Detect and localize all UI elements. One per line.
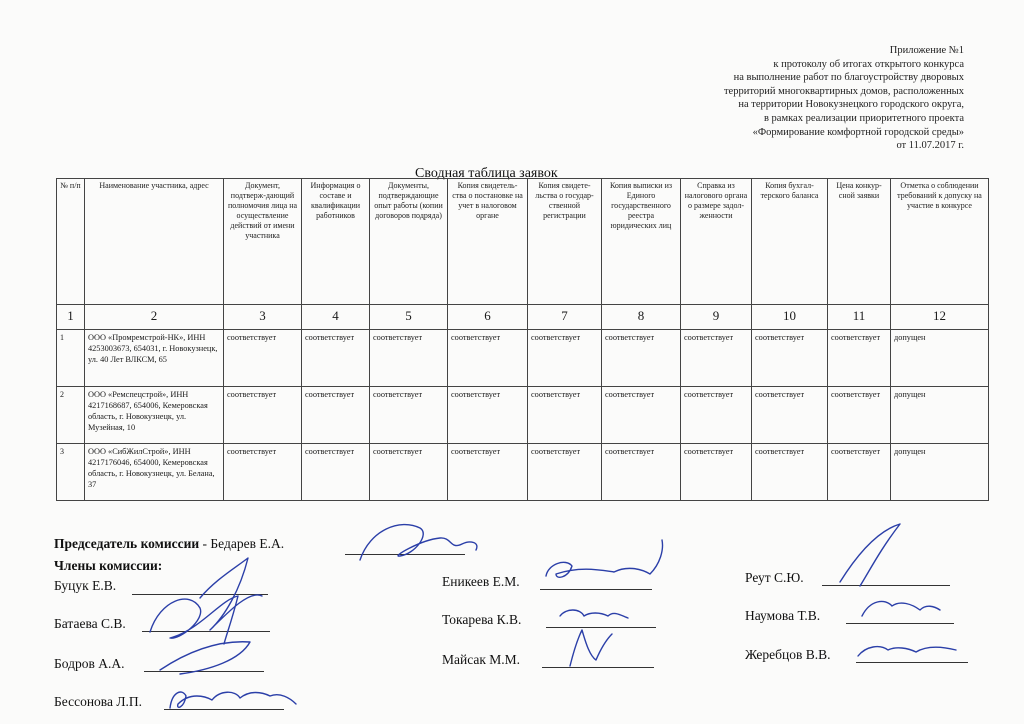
admission-cell: допущен <box>891 444 989 501</box>
column-number: 4 <box>302 305 370 330</box>
col-header: Отметка о соблюдении требований к допуску на участие в конкурсе <box>891 179 989 305</box>
signature-bodrov <box>160 642 250 674</box>
row-number: 1 <box>57 330 85 387</box>
appendix-line: Приложение №1 <box>889 45 964 56</box>
table-cell: соответствует <box>828 330 891 387</box>
col-header: Копия свидетель-ства о постановке на учет в налоговом органе <box>448 179 528 305</box>
table-cell: соответствует <box>602 444 681 501</box>
member-name: Жеребцов В.В. <box>745 647 831 662</box>
column-number: 5 <box>370 305 448 330</box>
appendix-line: к протоколу об итогах открытого конкурса <box>773 58 964 70</box>
participant-cell: ООО «Ремспецстрой», ИНН 4217168687, 654006, Кемеровская область, г. Новокузнецк, ул. Музейная, 10 <box>85 387 224 444</box>
table-cell: соответствует <box>681 387 752 444</box>
column-number: 7 <box>528 305 602 330</box>
col-header: Копия свидете-льства о государ-ственной регистрации <box>528 179 602 305</box>
member-name: Батаева С.В. <box>54 616 126 631</box>
table-cell: соответствует <box>752 387 828 444</box>
table-row <box>57 444 989 501</box>
table-cell: соответствует <box>370 444 448 501</box>
table-cell: соответствует <box>448 444 528 501</box>
appendix-line: в рамках реализации приоритетного проекта <box>763 112 964 124</box>
table-cell: соответствует <box>752 444 828 501</box>
col-header: Справка из налогового органа о размере задол-женности <box>681 179 752 305</box>
commission-signatures <box>0 520 1024 724</box>
header-row <box>57 179 989 305</box>
chairman-name: - Бедарев Е.А. <box>202 536 285 551</box>
col-header: Документ, подтверж-дающий полномочия лица на осуществление действий от имени участника <box>224 179 302 305</box>
table-cell: соответствует <box>828 444 891 501</box>
signature-zherebtsov <box>858 647 956 656</box>
table-cell: соответствует <box>681 330 752 387</box>
column-number: 2 <box>85 305 224 330</box>
signature-tokareva <box>560 610 628 618</box>
member-name: Реут С.Ю. <box>745 570 804 585</box>
appendix-header <box>724 44 964 153</box>
table-cell: соответствует <box>528 387 602 444</box>
col-header: Копия выписки из Единого государственного реестра юридических лиц <box>602 179 681 305</box>
column-number: 1 <box>57 305 85 330</box>
admission-cell: допущен <box>891 330 989 387</box>
table-cell: соответствует <box>752 330 828 387</box>
member-name: Бодров А.А. <box>54 656 125 671</box>
table-cell: соответствует <box>448 330 528 387</box>
table-row <box>57 387 989 444</box>
table-cell: соответствует <box>602 387 681 444</box>
table-cell: соответствует <box>370 330 448 387</box>
table-cell: соответствует <box>370 387 448 444</box>
summary-table <box>56 178 989 501</box>
table-cell: соответствует <box>224 387 302 444</box>
signature-bedarev <box>360 525 477 560</box>
col-header: Информация о составе и квалификации работников <box>302 179 370 305</box>
table-cell: соответствует <box>828 387 891 444</box>
participant-cell: ООО «СибЖилСтрой», ИНН 4217176046, 654000, Кемеровская область, г. Новокузнецк, ул. Белана, 37 <box>85 444 224 501</box>
table-cell: соответствует <box>681 444 752 501</box>
table-row <box>57 330 989 387</box>
column-number: 6 <box>448 305 528 330</box>
table-cell: соответствует <box>302 330 370 387</box>
column-number: 11 <box>828 305 891 330</box>
column-number: 3 <box>224 305 302 330</box>
column-number: 10 <box>752 305 828 330</box>
column-number: 12 <box>891 305 989 330</box>
signature-bataeva <box>150 596 238 644</box>
signature-naumova <box>862 601 940 616</box>
table-cell: соответствует <box>528 330 602 387</box>
col-header: Документы, подтверждающие опыт работы (копии договоров подряда) <box>370 179 448 305</box>
col-header: Копия бухгал-терского баланса <box>752 179 828 305</box>
appendix-line: на территории Новокузнецкого городского округа, <box>738 99 964 111</box>
signature-enikeev <box>546 540 663 577</box>
members-label-text: Члены комиссии: <box>54 558 163 573</box>
table-cell: соответствует <box>528 444 602 501</box>
column-number: 8 <box>602 305 681 330</box>
member-name: Майсак М.М. <box>442 652 521 667</box>
chairman-label: Председатель комиссии <box>54 536 200 551</box>
member-name: Буцук Е.В. <box>54 578 117 593</box>
signature-bessonova <box>170 692 296 708</box>
handwritten-signatures <box>0 520 1024 724</box>
table-cell: соответствует <box>302 444 370 501</box>
column-number-row <box>57 305 989 330</box>
table-cell: соответствует <box>224 444 302 501</box>
appendix-line: территорий многоквартирных домов, расположенных <box>723 85 964 97</box>
table-cell: соответствует <box>448 387 528 444</box>
row-number: 2 <box>57 387 85 444</box>
member-name: Бессонова Л.П. <box>54 694 143 709</box>
admission-cell: допущен <box>891 387 989 444</box>
table-title: Сводная таблица заявок <box>415 166 558 181</box>
col-header: Цена конкур-сной заявки <box>828 179 891 305</box>
row-number: 3 <box>57 444 85 501</box>
col-header: № п/п <box>57 179 85 305</box>
member-name: Наумова Т.В. <box>745 608 821 623</box>
column-number: 9 <box>681 305 752 330</box>
appendix-line: от 11.07.2017 г. <box>896 140 964 152</box>
table-cell: соответствует <box>224 330 302 387</box>
signature-reut <box>840 524 900 586</box>
table-cell: соответствует <box>602 330 681 387</box>
appendix-line: на выполнение работ по благоустройству дворовых <box>733 72 964 84</box>
member-name: Токарева К.В. <box>442 612 522 627</box>
member-name: Еникеев Е.М. <box>442 574 520 589</box>
col-header: Наименование участника, адрес <box>85 179 224 305</box>
appendix-line: «Формирование комфортной городской среды» <box>752 126 964 138</box>
participant-cell: ООО «Промремстрой-НК», ИНН 4253003673, 654031, г. Новокузнецк, ул. 40 Лет ВЛКСМ, 65 <box>85 330 224 387</box>
table-cell: соответствует <box>302 387 370 444</box>
signature-maysak <box>570 630 612 666</box>
